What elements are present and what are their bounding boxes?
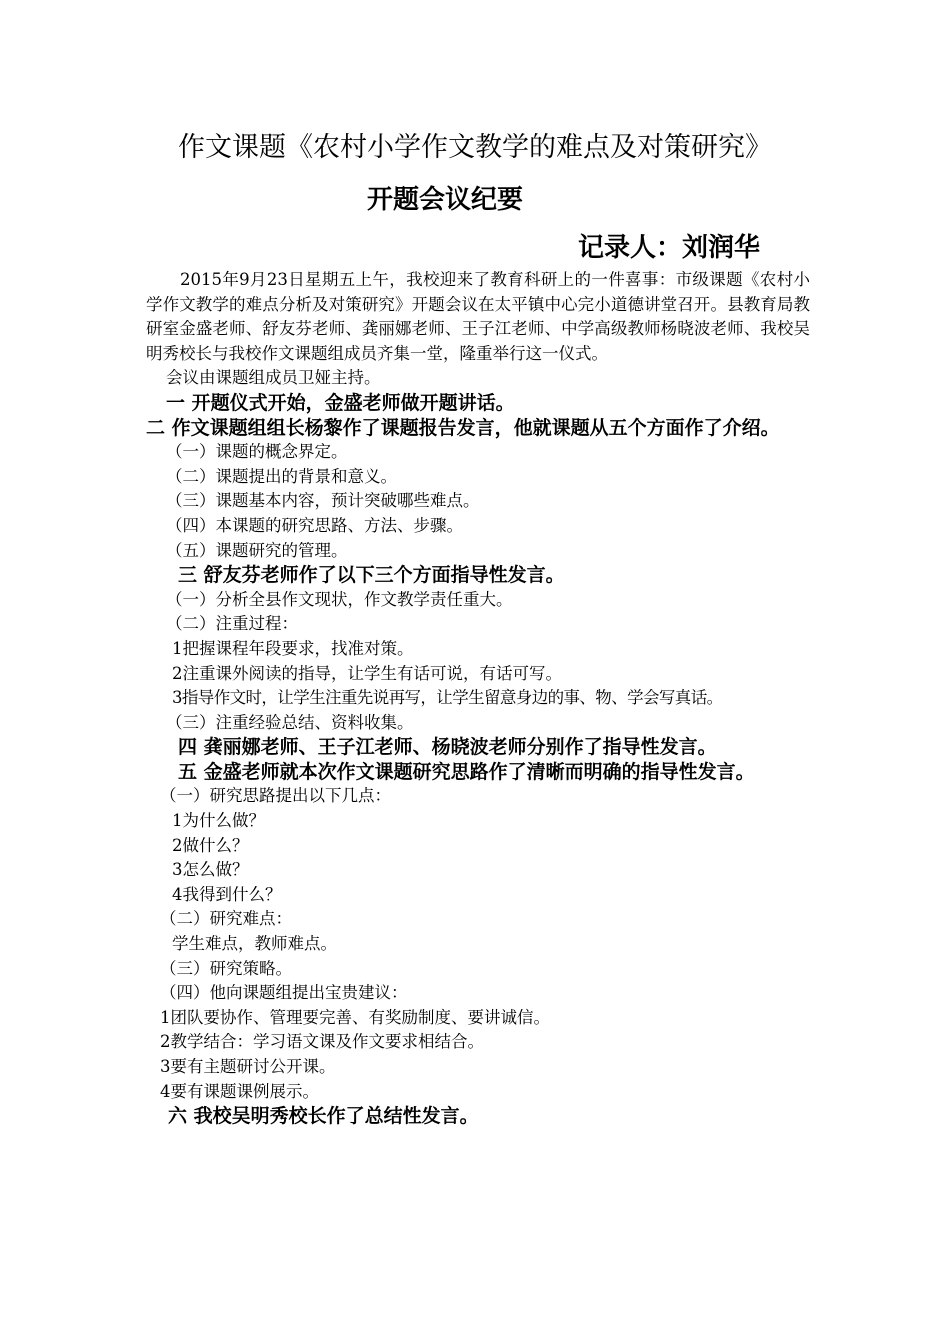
- section-5-item: （一）研究思路提出以下几点：: [160, 786, 391, 806]
- section-1-heading: 一 开题仪式开始，金盛老师做开题讲话。: [166, 391, 515, 414]
- section-2-item: （一）课题的概念界定。: [166, 442, 348, 462]
- section-5-item: 学生难点，教师难点。: [172, 934, 337, 954]
- section-5-item: 1为什么做？: [172, 811, 265, 831]
- section-2-item: （三）课题基本内容，预计突破哪些难点。: [166, 491, 480, 511]
- section-3-item: （二）注重过程：: [166, 614, 298, 634]
- section-6-heading: 六 我校吴明秀校长作了总结性发言。: [168, 1105, 479, 1128]
- document-body: [146, 268, 810, 1129]
- section-3-item: 3指导作文时，让学生注重先说再写，让学生留意身边的事、物、学会写真话。: [172, 688, 723, 708]
- section-5-item: 2教学结合：学习语文课及作文要求相结合。: [160, 1032, 484, 1052]
- section-2-item: （五）课题研究的管理。: [166, 540, 348, 560]
- section-5-item: （二）研究难点：: [160, 909, 292, 929]
- section-3-item: （一）分析全县作文现状，作文教学责任重大。: [166, 589, 513, 609]
- section-5-heading: 五 金盛老师就本次作文课题研究思路作了清晰而明确的指导性发言。: [178, 760, 755, 783]
- intro-paragraph: 2015年9月23日星期五上午，我校迎来了教育科研上的一件喜事：市级课题《农村小学作文教学的难点分析及对策研究》开题会议在太平镇中心完小道德讲堂召开。县教育局教研室金盛老师、舒友芬老师、龚丽娜老师、王子江老师、中学高级教师杨晓波老师、我校吴明秀校长与我校作文课题组成员齐集一堂，隆重举行这一仪式。: [146, 270, 810, 363]
- section-3-heading: 三 舒友芬老师作了以下三个方面指导性发言。: [178, 564, 565, 587]
- document-subtitle: 开题会议纪要: [366, 185, 523, 215]
- section-2-heading: 二 作文课题组组长杨黎作了课题报告发言，他就课题从五个方面作了介绍。: [146, 416, 780, 439]
- section-5-item: 4我得到什么？: [172, 884, 282, 904]
- section-3-item: 2注重课外阅读的指导，让学生有话可说，有话可写。: [172, 663, 562, 683]
- section-2-item: （二）课题提出的背景和意义。: [166, 466, 397, 486]
- section-2-item: （四）本课题的研究思路、方法、步骤。: [166, 515, 463, 535]
- section-5-item: （三）研究策略。: [160, 958, 292, 978]
- section-5-item: 2做什么？: [172, 835, 249, 855]
- section-5-item: 3要有主题研讨公开课。: [160, 1057, 336, 1076]
- section-3-item: （三）注重经验总结、资料收集。: [166, 712, 414, 732]
- document-title: 作文课题《农村小学作文教学的难点及对策研究》: [178, 132, 772, 163]
- section-5-item: 4要有课题课例展示。: [160, 1081, 319, 1101]
- host-line: 会议由课题组成员卫娅主持。: [166, 368, 381, 388]
- section-5-item: 1团队要协作、管理要完善、有奖励制度、要讲诚信。: [160, 1007, 550, 1027]
- recorder-line: 记录人：刘润华: [578, 233, 761, 263]
- section-4-heading: 四 龚丽娜老师、王子江老师、杨晓波老师分别作了指导性发言。: [178, 736, 717, 759]
- section-3-item: 1把握课程年段要求，找准对策。: [172, 638, 414, 658]
- section-5-item: （四）他向课题组提出宝贵建议：: [160, 983, 408, 1003]
- section-5-item: 3怎么做？: [172, 860, 249, 880]
